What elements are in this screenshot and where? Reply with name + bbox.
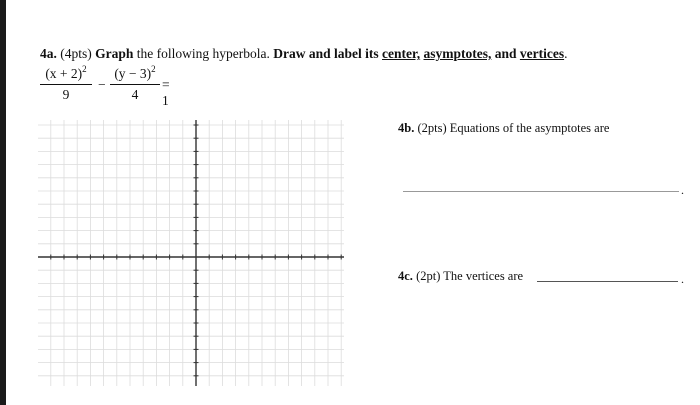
asymptotes-answer-period: .: [681, 183, 684, 197]
x-term-fraction-bar: [40, 84, 92, 85]
question-4b-text: (2pts) Equations of the asymptotes are: [417, 121, 610, 135]
asymptotes-answer-line[interactable]: [403, 191, 679, 192]
question-4c-label: 4c.: [398, 269, 413, 283]
fraction-y-term: [110, 66, 160, 103]
term-asymptotes: asymptotes,: [423, 46, 492, 61]
fraction-x-term: [40, 66, 92, 103]
term-center: center,: [382, 46, 421, 61]
term-vertices: vertices: [519, 46, 565, 61]
vertices-answer-period: .: [681, 272, 684, 286]
question-4a-heading: [40, 46, 568, 62]
question-4b: [398, 121, 609, 136]
y-term-denominator: 4: [131, 87, 139, 102]
minus-sign: −: [98, 77, 106, 92]
conjunction: and: [494, 46, 517, 61]
question-4a-label: 4a.: [40, 46, 57, 61]
y-term-fraction-bar: [110, 84, 160, 85]
equals-one: = 1: [162, 77, 170, 108]
question-4a-points: (4pts): [60, 46, 92, 61]
vertices-answer-line[interactable]: [537, 281, 678, 282]
left-edge-bar: [0, 0, 6, 405]
y-term-numerator: $(y - 3)^2$: [114, 64, 156, 81]
question-4a-text: the following hyperbola.: [136, 46, 270, 61]
question-4c: [398, 269, 523, 284]
heading-period: .: [564, 46, 568, 61]
question-4c-text: (2pt) The vertices are: [416, 269, 524, 283]
coordinate-grid[interactable]: [38, 120, 344, 386]
x-term-numerator: $(x + 2)^2$: [45, 64, 87, 81]
graph-word: Graph: [95, 46, 134, 61]
grid-lines: [38, 120, 344, 386]
question-4a-instruction: Draw and label its: [273, 46, 379, 61]
x-term-denominator: 9: [62, 87, 70, 102]
question-4b-label: 4b.: [398, 121, 415, 135]
